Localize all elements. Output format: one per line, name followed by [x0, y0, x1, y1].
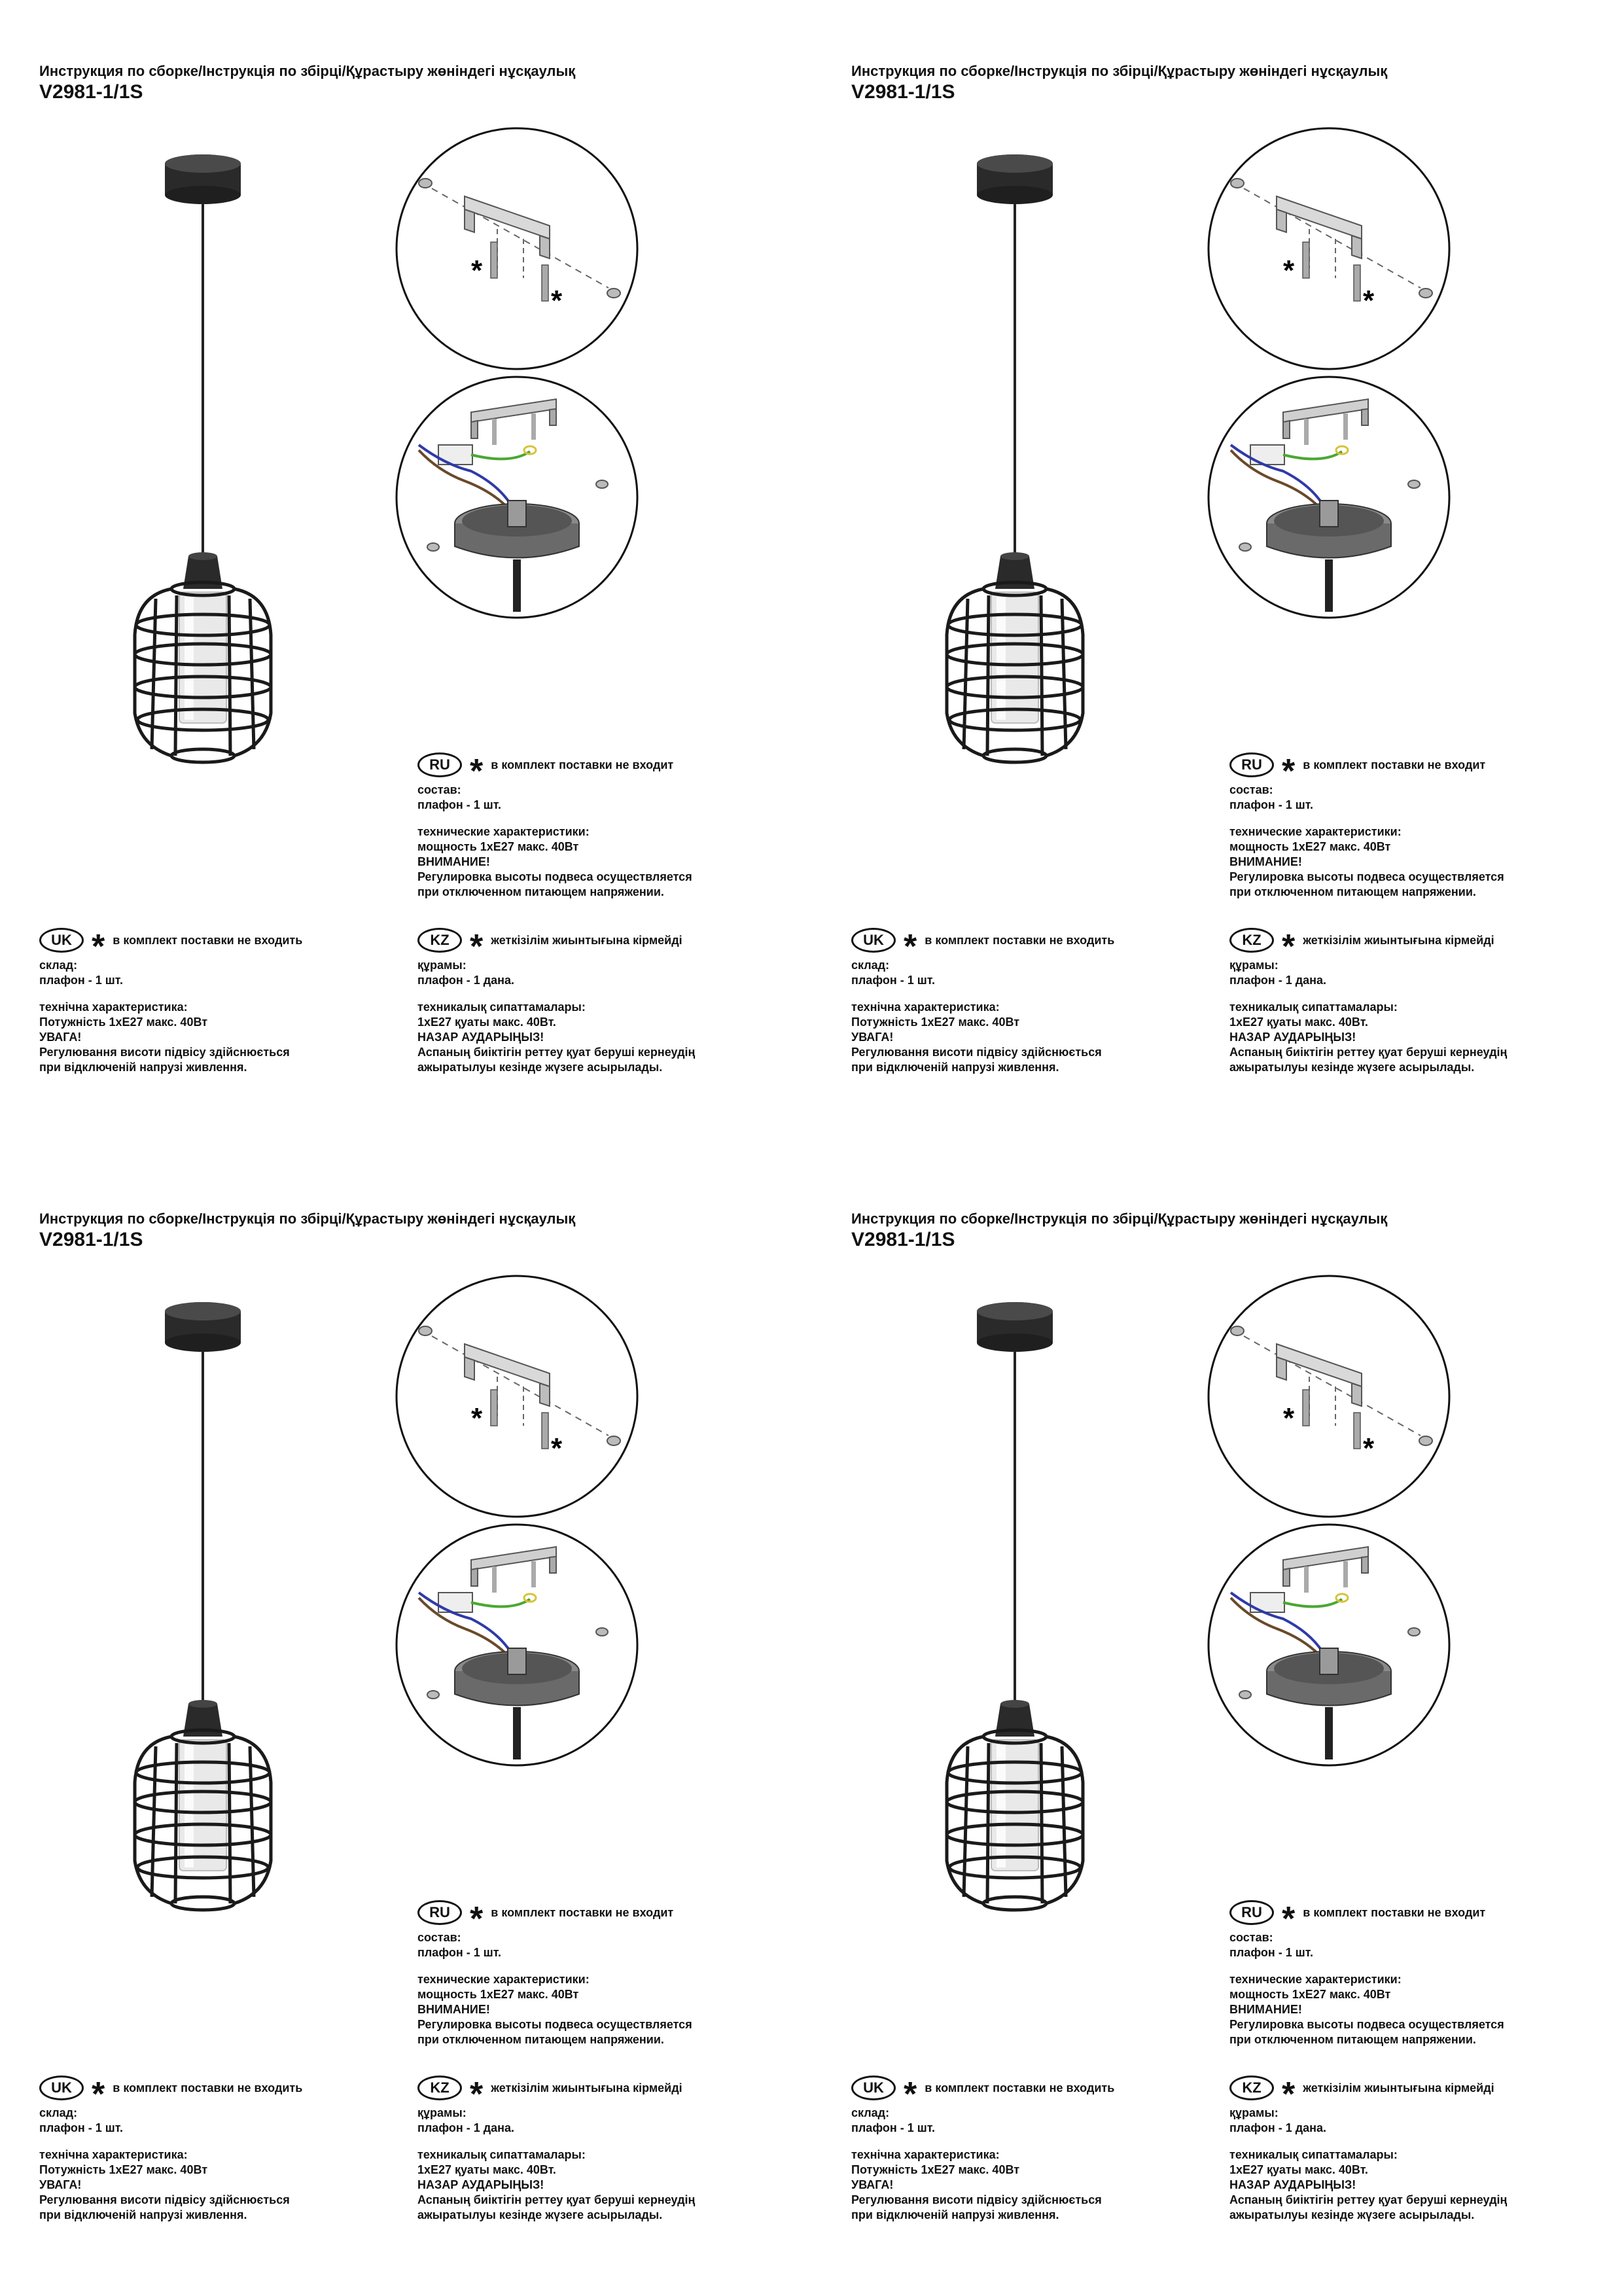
ru-line: Регулировка высоты подвеса осуществляется [1229, 2018, 1504, 2031]
ru-line: плафон - 1 шт. [1229, 1946, 1313, 1959]
uk-line: при відключеній напрузі живлення. [39, 1061, 247, 1074]
instruction-panel-bottom-right [812, 1148, 1624, 2295]
uk-line: плафон - 1 шт. [39, 974, 123, 987]
ru-line: при отключенном питающем напряжении. [1229, 2033, 1476, 2046]
pendant-lamp-illustration [111, 137, 294, 779]
ru-asterisk-icon: * [470, 1900, 484, 1938]
uk-line: плафон - 1 шт. [39, 2121, 123, 2134]
kz-language-badge: KZ [417, 928, 462, 953]
uk-asterisk-icon: * [904, 2075, 917, 2113]
kz-spacer [417, 988, 695, 1000]
uk-not-included-note: в комплект поставки не входить [113, 933, 303, 947]
ru-spacer [1229, 813, 1504, 824]
kz-line: құрамы: [417, 959, 467, 972]
asterisk-mark-left: * [471, 1402, 483, 1434]
ru-info-block [1229, 752, 1504, 900]
uk-line: при відключеній напрузі живлення. [851, 1061, 1059, 1074]
ru-line: мощность 1хЕ27 макс. 40Вт [417, 1988, 579, 2001]
ru-spacer [417, 1960, 692, 1972]
ru-line: ВНИМАНИЕ! [417, 2003, 490, 2016]
model-number: V2981-1/1S [851, 81, 955, 103]
uk-line: УВАГА! [39, 1031, 82, 1044]
ru-line: при отключенном питающем напряжении. [417, 885, 664, 898]
kz-line: ажыратылуы кезінде жүзеге асырылады. [1229, 1061, 1475, 1074]
kz-line: 1хЕ27 қуаты макс. 40Вт. [1229, 2163, 1368, 2176]
kz-spacer [1229, 2136, 1507, 2147]
mounting-bracket-diagram [1205, 1272, 1453, 1521]
uk-line: УВАГА! [851, 1031, 894, 1044]
kz-not-included-note: жеткізілім жиынтығына кірмейді [1303, 933, 1494, 947]
pendant-lamp-illustration [111, 1285, 294, 1926]
kz-line: Аспаның биіктігін реттеу қуат беруші кернеудің [1229, 2193, 1508, 2206]
kz-line: техникалық сипаттамалары: [1229, 1000, 1398, 1014]
asterisk-mark-left: * [1283, 255, 1295, 287]
ru-line: плафон - 1 шт. [1229, 798, 1313, 811]
kz-info-block [1229, 928, 1507, 1075]
ru-line: плафон - 1 шт. [417, 1946, 501, 1959]
kz-line: НАЗАР АУДАРЫҢЫЗ! [417, 1031, 544, 1044]
uk-info-block [851, 928, 1114, 1075]
kz-language-badge: KZ [1229, 928, 1274, 953]
ru-line: при отключенном питающем напряжении. [1229, 885, 1476, 898]
kz-line: Аспаның биіктігін реттеу қуат беруші кернеудің [1229, 1046, 1508, 1059]
ru-language-badge: RU [1229, 752, 1274, 777]
doc-title: Инструкция по сборке/Інструкція по збірці/Құрастыру жөніндегі нұсқаулық [39, 1210, 576, 1227]
kz-line: НАЗАР АУДАРЫҢЫЗ! [1229, 1031, 1356, 1044]
asterisk-mark-right: * [551, 285, 563, 317]
model-number: V2981-1/1S [39, 1229, 143, 1250]
uk-line: Регулювання висоти підвісу здійснюється [851, 1046, 1102, 1059]
kz-info-block [417, 928, 695, 1075]
kz-info-block [1229, 2075, 1507, 2223]
uk-line: склад: [851, 959, 890, 972]
wiring-canopy-diagram [393, 1521, 641, 1769]
uk-language-badge: UK [39, 928, 84, 953]
ru-line: Регулировка высоты подвеса осуществляется [417, 2018, 692, 2031]
asterisk-mark-left: * [471, 255, 483, 287]
kz-language-badge: KZ [417, 2075, 462, 2100]
mounting-bracket-diagram [393, 124, 641, 373]
kz-line: плафон - 1 дана. [417, 2121, 515, 2134]
model-number: V2981-1/1S [39, 81, 143, 103]
kz-line: техникалық сипаттамалары: [417, 1000, 586, 1014]
uk-info-block [39, 928, 302, 1075]
kz-line: Аспаның биіктігін реттеу қуат беруші кернеудің [417, 2193, 696, 2206]
wiring-canopy-diagram [393, 373, 641, 622]
ru-not-included-note: в комплект поставки не входит [491, 1905, 674, 1919]
ru-line: мощность 1хЕ27 макс. 40Вт [417, 840, 579, 853]
pendant-lamp-illustration [923, 137, 1106, 779]
ru-line: ВНИМАНИЕ! [1229, 2003, 1302, 2016]
uk-info-block [851, 2075, 1114, 2223]
kz-spacer [1229, 988, 1507, 1000]
ru-asterisk-icon: * [470, 752, 484, 790]
ru-line: состав: [1229, 1931, 1273, 1944]
instruction-panel-bottom-left [0, 1148, 812, 2295]
asterisk-mark-left: * [1283, 1402, 1295, 1434]
mounting-bracket-diagram [393, 1272, 641, 1521]
kz-line: ажыратылуы кезінде жүзеге асырылады. [1229, 2208, 1475, 2221]
uk-not-included-note: в комплект поставки не входить [925, 2081, 1115, 2094]
kz-line: техникалық сипаттамалары: [1229, 2148, 1398, 2161]
kz-line: техникалық сипаттамалары: [417, 2148, 586, 2161]
ru-line: технические характеристики: [417, 1973, 590, 1986]
ru-asterisk-icon: * [1282, 1900, 1296, 1938]
uk-spacer [39, 988, 302, 1000]
ru-not-included-note: в комплект поставки не входит [1303, 758, 1486, 771]
ru-language-badge: RU [1229, 1900, 1274, 1925]
ru-line: состав: [417, 783, 461, 796]
uk-line: технічна характеристика: [851, 1000, 1000, 1014]
kz-asterisk-icon: * [470, 928, 484, 966]
uk-line: плафон - 1 шт. [851, 974, 935, 987]
uk-language-badge: UK [851, 928, 896, 953]
kz-asterisk-icon: * [1282, 2075, 1296, 2113]
uk-language-badge: UK [39, 2075, 84, 2100]
uk-line: технічна характеристика: [851, 2148, 1000, 2161]
ru-not-included-note: в комплект поставки не входит [491, 758, 674, 771]
uk-not-included-note: в комплект поставки не входить [113, 2081, 303, 2094]
instruction-panel-top-left [0, 0, 812, 1148]
ru-line: состав: [1229, 783, 1273, 796]
kz-line: плафон - 1 дана. [417, 974, 515, 987]
uk-not-included-note: в комплект поставки не входить [925, 933, 1115, 947]
uk-asterisk-icon: * [92, 928, 105, 966]
ru-line: технические характеристики: [417, 825, 590, 838]
ru-line: технические характеристики: [1229, 825, 1402, 838]
kz-line: 1хЕ27 қуаты макс. 40Вт. [417, 1016, 556, 1029]
asterisk-mark-right: * [1363, 1432, 1375, 1464]
ru-spacer [1229, 1960, 1504, 1972]
ru-line: плафон - 1 шт. [417, 798, 501, 811]
kz-not-included-note: жеткізілім жиынтығына кірмейді [491, 2081, 682, 2094]
ru-info-block [417, 752, 692, 900]
kz-line: 1хЕ27 қуаты макс. 40Вт. [1229, 1016, 1368, 1029]
doc-title: Инструкция по сборке/Інструкція по збірці/Құрастыру жөніндегі нұсқаулық [851, 63, 1388, 79]
uk-line: УВАГА! [39, 2178, 82, 2191]
uk-line: плафон - 1 шт. [851, 2121, 935, 2134]
uk-line: Потужність 1хЕ27 макс. 40Вт [39, 1016, 208, 1029]
ru-language-badge: RU [417, 1900, 462, 1925]
ru-not-included-note: в комплект поставки не входит [1303, 1905, 1486, 1919]
uk-info-block [39, 2075, 302, 2223]
ru-line: ВНИМАНИЕ! [417, 855, 490, 868]
ru-info-block [417, 1900, 692, 2047]
kz-line: НАЗАР АУДАРЫҢЫЗ! [1229, 2178, 1356, 2191]
uk-line: Регулювання висоти підвісу здійснюється [39, 1046, 290, 1059]
uk-line: при відключеній напрузі живлення. [39, 2208, 247, 2221]
ru-line: Регулировка высоты подвеса осуществляется [1229, 870, 1504, 883]
doc-title: Инструкция по сборке/Інструкція по збірці/Құрастыру жөніндегі нұсқаулық [851, 1210, 1388, 1227]
kz-line: құрамы: [417, 2106, 467, 2119]
ru-info-block [1229, 1900, 1504, 2047]
kz-info-block [417, 2075, 695, 2223]
uk-line: Регулювання висоти підвісу здійснюється [851, 2193, 1102, 2206]
uk-spacer [851, 2136, 1114, 2147]
uk-line: склад: [39, 959, 78, 972]
uk-spacer [39, 2136, 302, 2147]
uk-line: склад: [851, 2106, 890, 2119]
asterisk-mark-right: * [551, 1432, 563, 1464]
instruction-panel-top-right [812, 0, 1624, 1148]
kz-line: ажыратылуы кезінде жүзеге асырылады. [417, 2208, 663, 2221]
kz-line: құрамы: [1229, 2106, 1279, 2119]
kz-not-included-note: жеткізілім жиынтығына кірмейді [491, 933, 682, 947]
uk-line: технічна характеристика: [39, 2148, 188, 2161]
uk-line: Потужність 1хЕ27 макс. 40Вт [39, 2163, 208, 2176]
wiring-canopy-diagram [1205, 373, 1453, 622]
ru-line: состав: [417, 1931, 461, 1944]
uk-line: при відключеній напрузі живлення. [851, 2208, 1059, 2221]
asterisk-mark-right: * [1363, 285, 1375, 317]
uk-spacer [851, 988, 1114, 1000]
kz-line: ажыратылуы кезінде жүзеге асырылады. [417, 1061, 663, 1074]
kz-line: плафон - 1 дана. [1229, 2121, 1327, 2134]
ru-line: ВНИМАНИЕ! [1229, 855, 1302, 868]
pendant-lamp-illustration [923, 1285, 1106, 1926]
kz-line: құрамы: [1229, 959, 1279, 972]
kz-line: НАЗАР АУДАРЫҢЫЗ! [417, 2178, 544, 2191]
uk-line: Регулювання висоти підвісу здійснюється [39, 2193, 290, 2206]
ru-asterisk-icon: * [1282, 752, 1296, 790]
ru-line: мощность 1хЕ27 макс. 40Вт [1229, 840, 1391, 853]
kz-spacer [417, 2136, 695, 2147]
ru-line: технические характеристики: [1229, 1973, 1402, 1986]
uk-language-badge: UK [851, 2075, 896, 2100]
kz-line: 1хЕ27 қуаты макс. 40Вт. [417, 2163, 556, 2176]
model-number: V2981-1/1S [851, 1229, 955, 1250]
uk-line: УВАГА! [851, 2178, 894, 2191]
ru-line: Регулировка высоты подвеса осуществляется [417, 870, 692, 883]
uk-line: технічна характеристика: [39, 1000, 188, 1014]
kz-asterisk-icon: * [470, 2075, 484, 2113]
uk-line: Потужність 1хЕ27 макс. 40Вт [851, 2163, 1020, 2176]
uk-asterisk-icon: * [904, 928, 917, 966]
uk-line: Потужність 1хЕ27 макс. 40Вт [851, 1016, 1020, 1029]
ru-line: при отключенном питающем напряжении. [417, 2033, 664, 2046]
wiring-canopy-diagram [1205, 1521, 1453, 1769]
kz-asterisk-icon: * [1282, 928, 1296, 966]
kz-language-badge: KZ [1229, 2075, 1274, 2100]
ru-spacer [417, 813, 692, 824]
kz-line: плафон - 1 дана. [1229, 974, 1327, 987]
kz-line: Аспаның биіктігін реттеу қуат беруші кернеудің [417, 1046, 696, 1059]
mounting-bracket-diagram [1205, 124, 1453, 373]
ru-language-badge: RU [417, 752, 462, 777]
uk-asterisk-icon: * [92, 2075, 105, 2113]
ru-line: мощность 1хЕ27 макс. 40Вт [1229, 1988, 1391, 2001]
doc-title: Инструкция по сборке/Інструкція по збірці/Құрастыру жөніндегі нұсқаулық [39, 63, 576, 79]
kz-not-included-note: жеткізілім жиынтығына кірмейді [1303, 2081, 1494, 2094]
uk-line: склад: [39, 2106, 78, 2119]
